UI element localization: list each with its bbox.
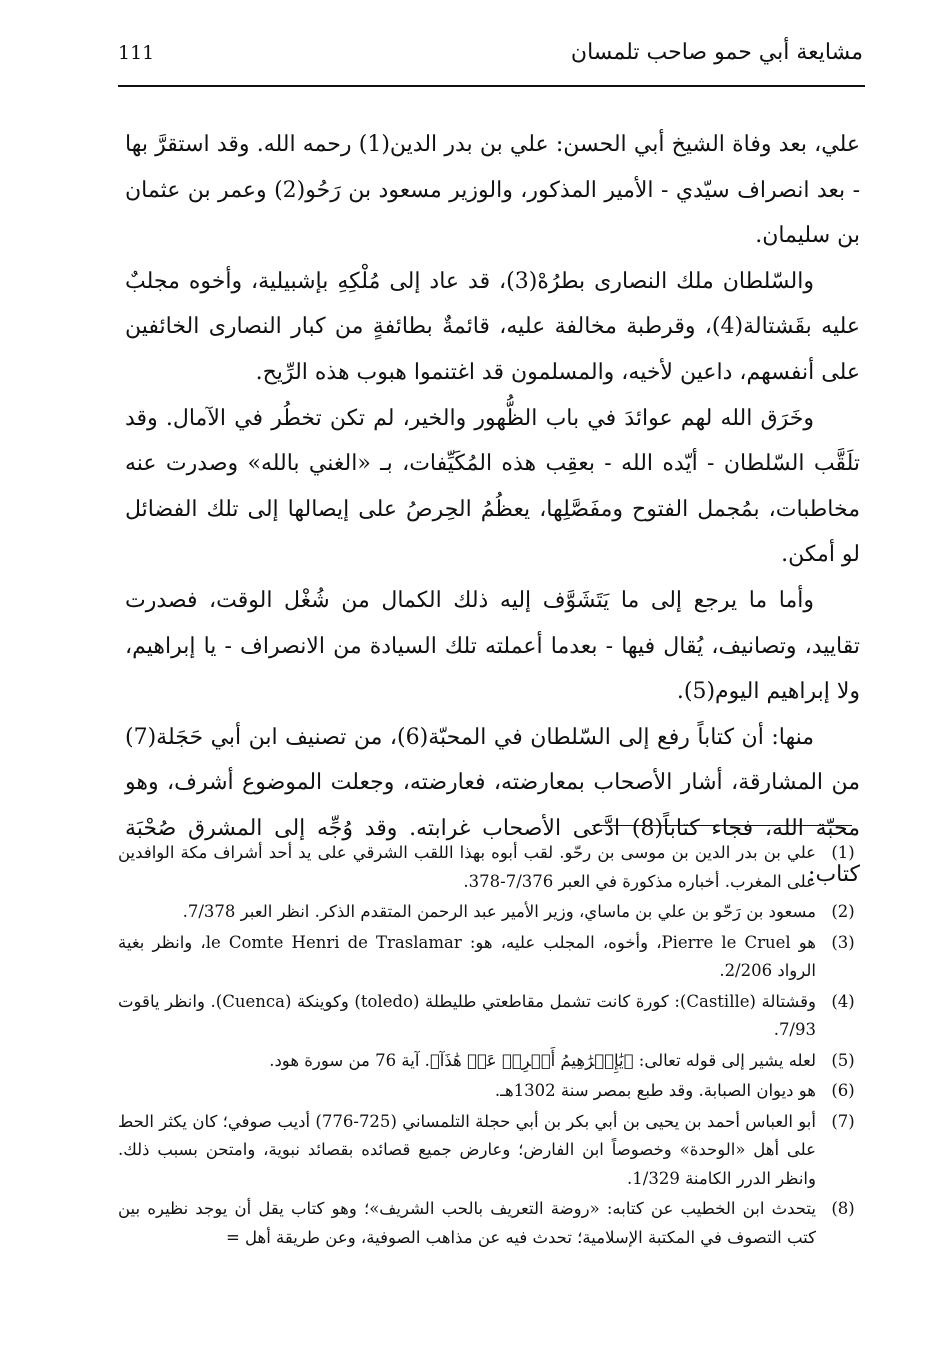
footnote-number: (3)	[831, 932, 855, 952]
footnote-number: (2)	[831, 902, 855, 921]
footnote	[118, 1108, 860, 1194]
footnote-number: (1)	[831, 843, 855, 862]
footnote-text: هو ديوان الصبابة. وقد طبع بمصر سنة 1302هـ.	[494, 1081, 816, 1100]
footnote-number: (7)	[831, 1111, 855, 1131]
page-header	[118, 38, 863, 82]
footnotes	[118, 839, 860, 1254]
footnote	[118, 929, 860, 986]
paragraph: والسّلطان ملك النصارى بطرُهْ(3)، قد عاد إلى مُلْكِهِ بإشبيلية، وأخوه مجلبٌ عليه بقَشتالة(4)، وقرطبة مخالفة عليه، قائمةٌ بطائفةٍ من كبار النصارى الخائفين على أنفسهم، داعين لأخيه، والمسلمون قد اغتنموا هبوب هذه الرِّيح.	[125, 268, 860, 385]
header-rule	[118, 85, 865, 87]
footnote-number: (5)	[831, 1050, 855, 1070]
footnote-text: هو Pierre le Cruel، وأخوه، المجلب عليه، هو: le Comte Henri de Traslamar، وانظر بغية الرواد 2/206.	[118, 932, 816, 980]
footnote	[118, 898, 860, 927]
footnote	[118, 1077, 860, 1106]
footnote	[118, 839, 860, 896]
running-title: مشايعة أبي حمو صاحب تلمسان	[570, 40, 863, 65]
footnote-text: لعله يشير إلى قوله تعالى: ﴿يَٰإِبۡرَٰهِيمُ أَعۡرِضۡ عَنۡ هَٰذَآ﴾. آية 76 من سورة هود.	[269, 1050, 816, 1070]
paragraph: وأما ما يرجع إلى ما يَتَشَوَّف إليه ذلك الكمال من شُغْل الوقت، فصدرت تقاييد، وتصانيف، يُقال فيها - بعدما أعملته تلك السيادة من الانصراف - يا إبراهيم، ولا إبراهيم اليوم(5).	[125, 587, 860, 705]
footnote-rule	[592, 825, 852, 826]
paragraph: وخَرَق الله لهم عوائدَ في باب الظُّهور والخير، لم تكن تخطُر في الآمال. وقد تلَقَّب السّلطان - أيّده الله - بعقِب هذه المُكَيِّفات، بـ «الغني بالله» وصدرت عنه مخاطبات، بمُجمل الفتوح ومفَصَّلِها، يعظُمُ الحِرصُ على إيصالها إلى تلك الفضائل لو أمكن.	[125, 405, 860, 568]
footnote-number: (4)	[831, 991, 855, 1011]
footnote-number: (6)	[831, 1081, 855, 1100]
paragraph: منها: أن كتاباً رفع إلى السّلطان في المحبّة(6)، من تصنيف ابن أبي حَجَلة(7) من المشارقة، أشار الأصحاب بمعارضته، فعارضته، وجعلت الموضوع أشرف، وهو محبّة الله، فجاء كتاباً(8) ادَّعى الأصحاب غرابته. وقد وُجِّه إلى المشرق صُحْبَة كتاب:	[125, 724, 860, 887]
footnote	[118, 988, 860, 1045]
footnote-text: مسعود بن رَحّو بن علي بن ماساي، وزير الأمير عبد الرحمن المتقدم الذكر. انظر العبر 7/378.	[182, 902, 816, 921]
footnote	[118, 1047, 860, 1076]
paragraph: علي، بعد وفاة الشيخ أبي الحسن: علي بن بدر الدين(1) رحمه الله. وقد استقرَّ بها - بعد انصراف سيّدي - الأمير المذكور، والوزير مسعود بن رَحُو(2) وعمر بن عثمان بن سليمان.	[125, 132, 861, 249]
footnote-text: وقشتالة (Castille): كورة كانت تشمل مقاطعتي طليطلة (toledo) وكوينكة (Cuenca). وانظر ياقوت 7/93.	[118, 991, 817, 1039]
footnote	[118, 1195, 860, 1252]
page-number: 111	[118, 42, 155, 64]
footnote-text: علي بن بدر الدين بن موسى بن رحّو. لقب أبوه بهذا اللقب الشرقي على يد أحد أشراف مكة الوافدين على المغرب. أخباره مذكورة في العبر 7/376-378.	[118, 843, 817, 891]
main-text	[125, 122, 860, 897]
footnote-text: أبو العباس أحمد بن يحيى بن أبي بكر بن أبي حجلة التلمساني (725-776) أديب صوفي؛ كان يكثر الحط على أهل «الوحدة» وخصوصاً ابن الفارض؛ وعارض جميع قصائده بقصائد نبوية، وامتحن بسبب ذلك. وانظر الدرر الكامنة 1/329.	[118, 1111, 816, 1188]
footnote-text: يتحدث ابن الخطيب عن كتابه: «روضة التعريف بالحب الشريف»؛ وهو كتاب يقل أن يوجد نظيره بين كتب التصوف في المكتبة الإسلامية؛ تحدث فيه عن مذاهب الصوفية، وعن طريقة أهل =	[118, 1199, 816, 1247]
footnote-number: (8)	[831, 1199, 855, 1218]
